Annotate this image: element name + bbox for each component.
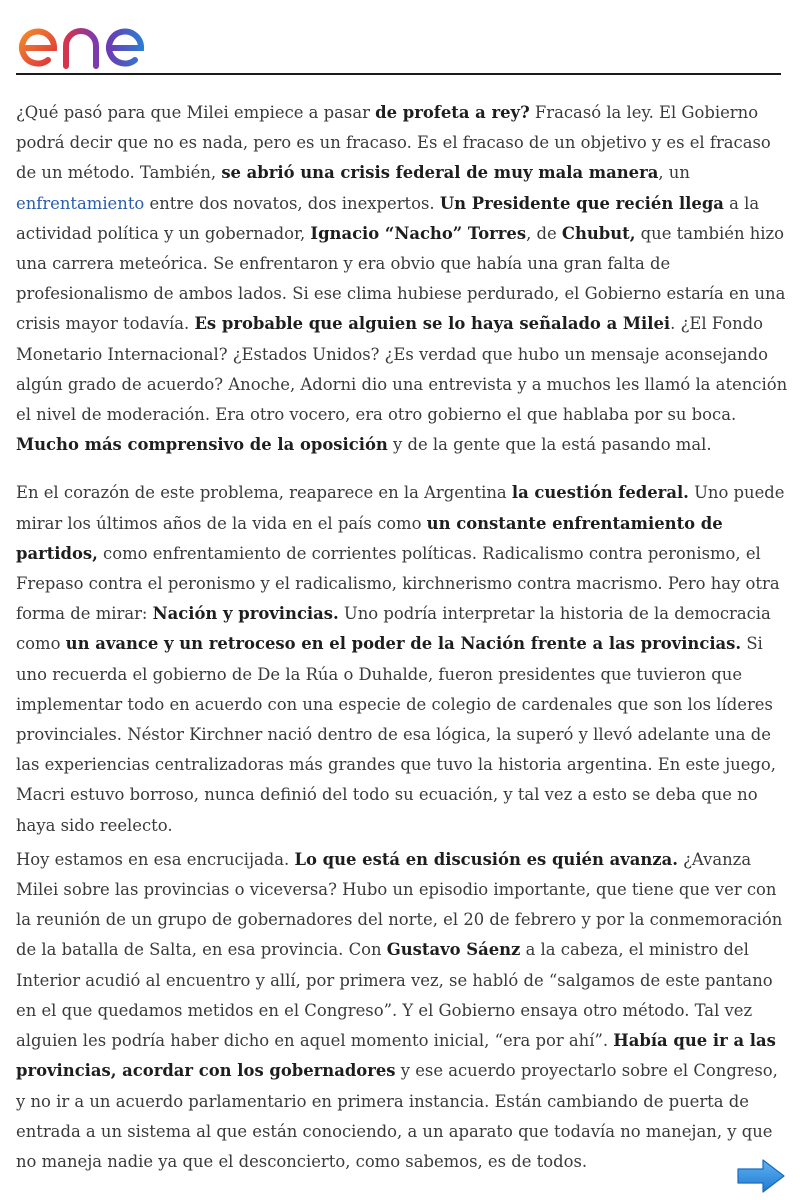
bold-phrase: un avance y un retroceso en el poder de la Nación frente a las provincias.	[65, 634, 742, 654]
bold-phrase: Gustavo Sáenz	[386, 940, 521, 960]
paragraph-3: Hoy estamos en esa encrucijada. Lo que está en discusión es quién avanza. ¿Avanza Milei sobre las provincias o viceversa? Hubo un episodio importante, que tiene que ver con la reunión de un grupo de gobernadores del norte, el 20 de febrero y por la conmemoración de la batalla de Salta, en esa provincia. Con Gustavo Sáenz a la cabeza, el ministro del Interior acudió al encuentro y allí, por primera vez, se habló de “salgamos de este pantano en el que quedamos metidos en el Congreso”. Y el Gobierno ensaya otro método. Tal vez alguien les podría haber dicho en aquel momento inicial, “era por ahí”. Había que ir a las provincias, acordar con los gobernadores y ese acuerdo proyectarlo sobre el Congreso, y no ir a un acuerdo parlamentario en primera instancia. Están cambiando de puerta de entrada a un sistema al que están conociendo, a un aparato que todavía no manejan, y que no maneja nadie ya que el desconcierto, como sabemos, es de todos.	[16, 849, 783, 1171]
article-body	[16, 98, 788, 1177]
paragraph-1: ¿Qué pasó para que Milei empiece a pasar de profeta a rey? Fracasó la ley. El Gobierno podrá decir que no es nada, pero es un fracaso. Es el fracaso de un objetivo y es el fracaso de un método. También, se abrió una crisis federal de muy mala manera, un enfrentamiento entre dos novatos, dos inexpertos. Un Presidente que recién llega a la actividad política y un gobernador, Ignacio “Nacho” Torres, de Chubut, que también hizo una carrera meteórica. Se enfrentaron y era obvio que había una gran falta de profesionalismo de ambos lados. Si ese clima hubiese perdurado, el Gobierno estaría en una crisis mayor todavía. Es probable que alguien se lo haya señalado a Milei. ¿El Fondo Monetario Internacional? ¿Estados Unidos? ¿Es verdad que hubo un mensaje aconsejando algún grado de acuerdo? Anoche, Adorni dio una entrevista y a muchos les llamó la atención el nivel de moderación. Era otro vocero, era otro gobierno el que hablaba por su boca. Mucho más comprensivo de la oposición y de la gente que la está pasando mal.	[16, 103, 788, 455]
bold-phrase: Ignacio “Nacho” Torres	[310, 223, 527, 243]
enfrentamiento-link[interactable]: enfrentamiento	[16, 193, 145, 213]
bold-phrase: de profeta a rey?	[375, 103, 530, 122]
right-arrow-icon[interactable]	[735, 1158, 787, 1194]
bold-phrase: Chubut,	[561, 223, 636, 243]
bold-phrase: un constante enfrentamiento de partidos,	[16, 513, 723, 563]
paragraph-2: En el corazón de este problema, reaparece en la Argentina la cuestión federal. Uno puede mirar los últimos años de la vida en el país como un constante enfrentamiento de partidos, como enfrentamiento de corrientes políticas. Radicalismo contra peronismo, el Frepaso contra el peronismo y el radicalismo, kirchnerismo contra macrismo. Pero hay otra forma de mirar: Nación y provincias. Uno podría interpretar la historia de la democracia como un avance y un retroceso en el poder de la Nación frente a las provincias. Si uno recuerda el gobierno de De la Rúa o Duhalde, fueron presidentes que tuvieron que implementar todo en acuerdo con una especie de colegio de cardenales que son los líderes provinciales. Néstor Kirchner nació dentro de esa lógica, la superó y llevó adelante una de las experiencias centralizadoras más grandes que tuvo la historia argentina. En este juego, Macri estuvo borroso, nunca definió del todo su ecuación, y tal vez a esto se deba que no haya sido reelecto.	[16, 483, 785, 835]
bold-phrase: se abrió una crisis federal de muy mala manera	[221, 163, 659, 183]
bold-phrase: Lo que está en discusión es quién avanza.	[294, 849, 678, 869]
bold-phrase: Nación y provincias.	[152, 604, 339, 624]
header-divider	[16, 73, 781, 75]
bold-phrase: Un Presidente que recién llega	[439, 193, 724, 213]
bold-phrase: Es probable que alguien se lo haya señalado a Milei	[194, 314, 671, 334]
bold-phrase: la cuestión federal.	[511, 483, 689, 503]
bold-phrase: Había que ir a las provincias, acordar con los gobernadores	[16, 1031, 776, 1081]
enel-logo	[16, 8, 186, 70]
bold-phrase: Mucho más comprensivo de la oposición	[16, 435, 388, 455]
